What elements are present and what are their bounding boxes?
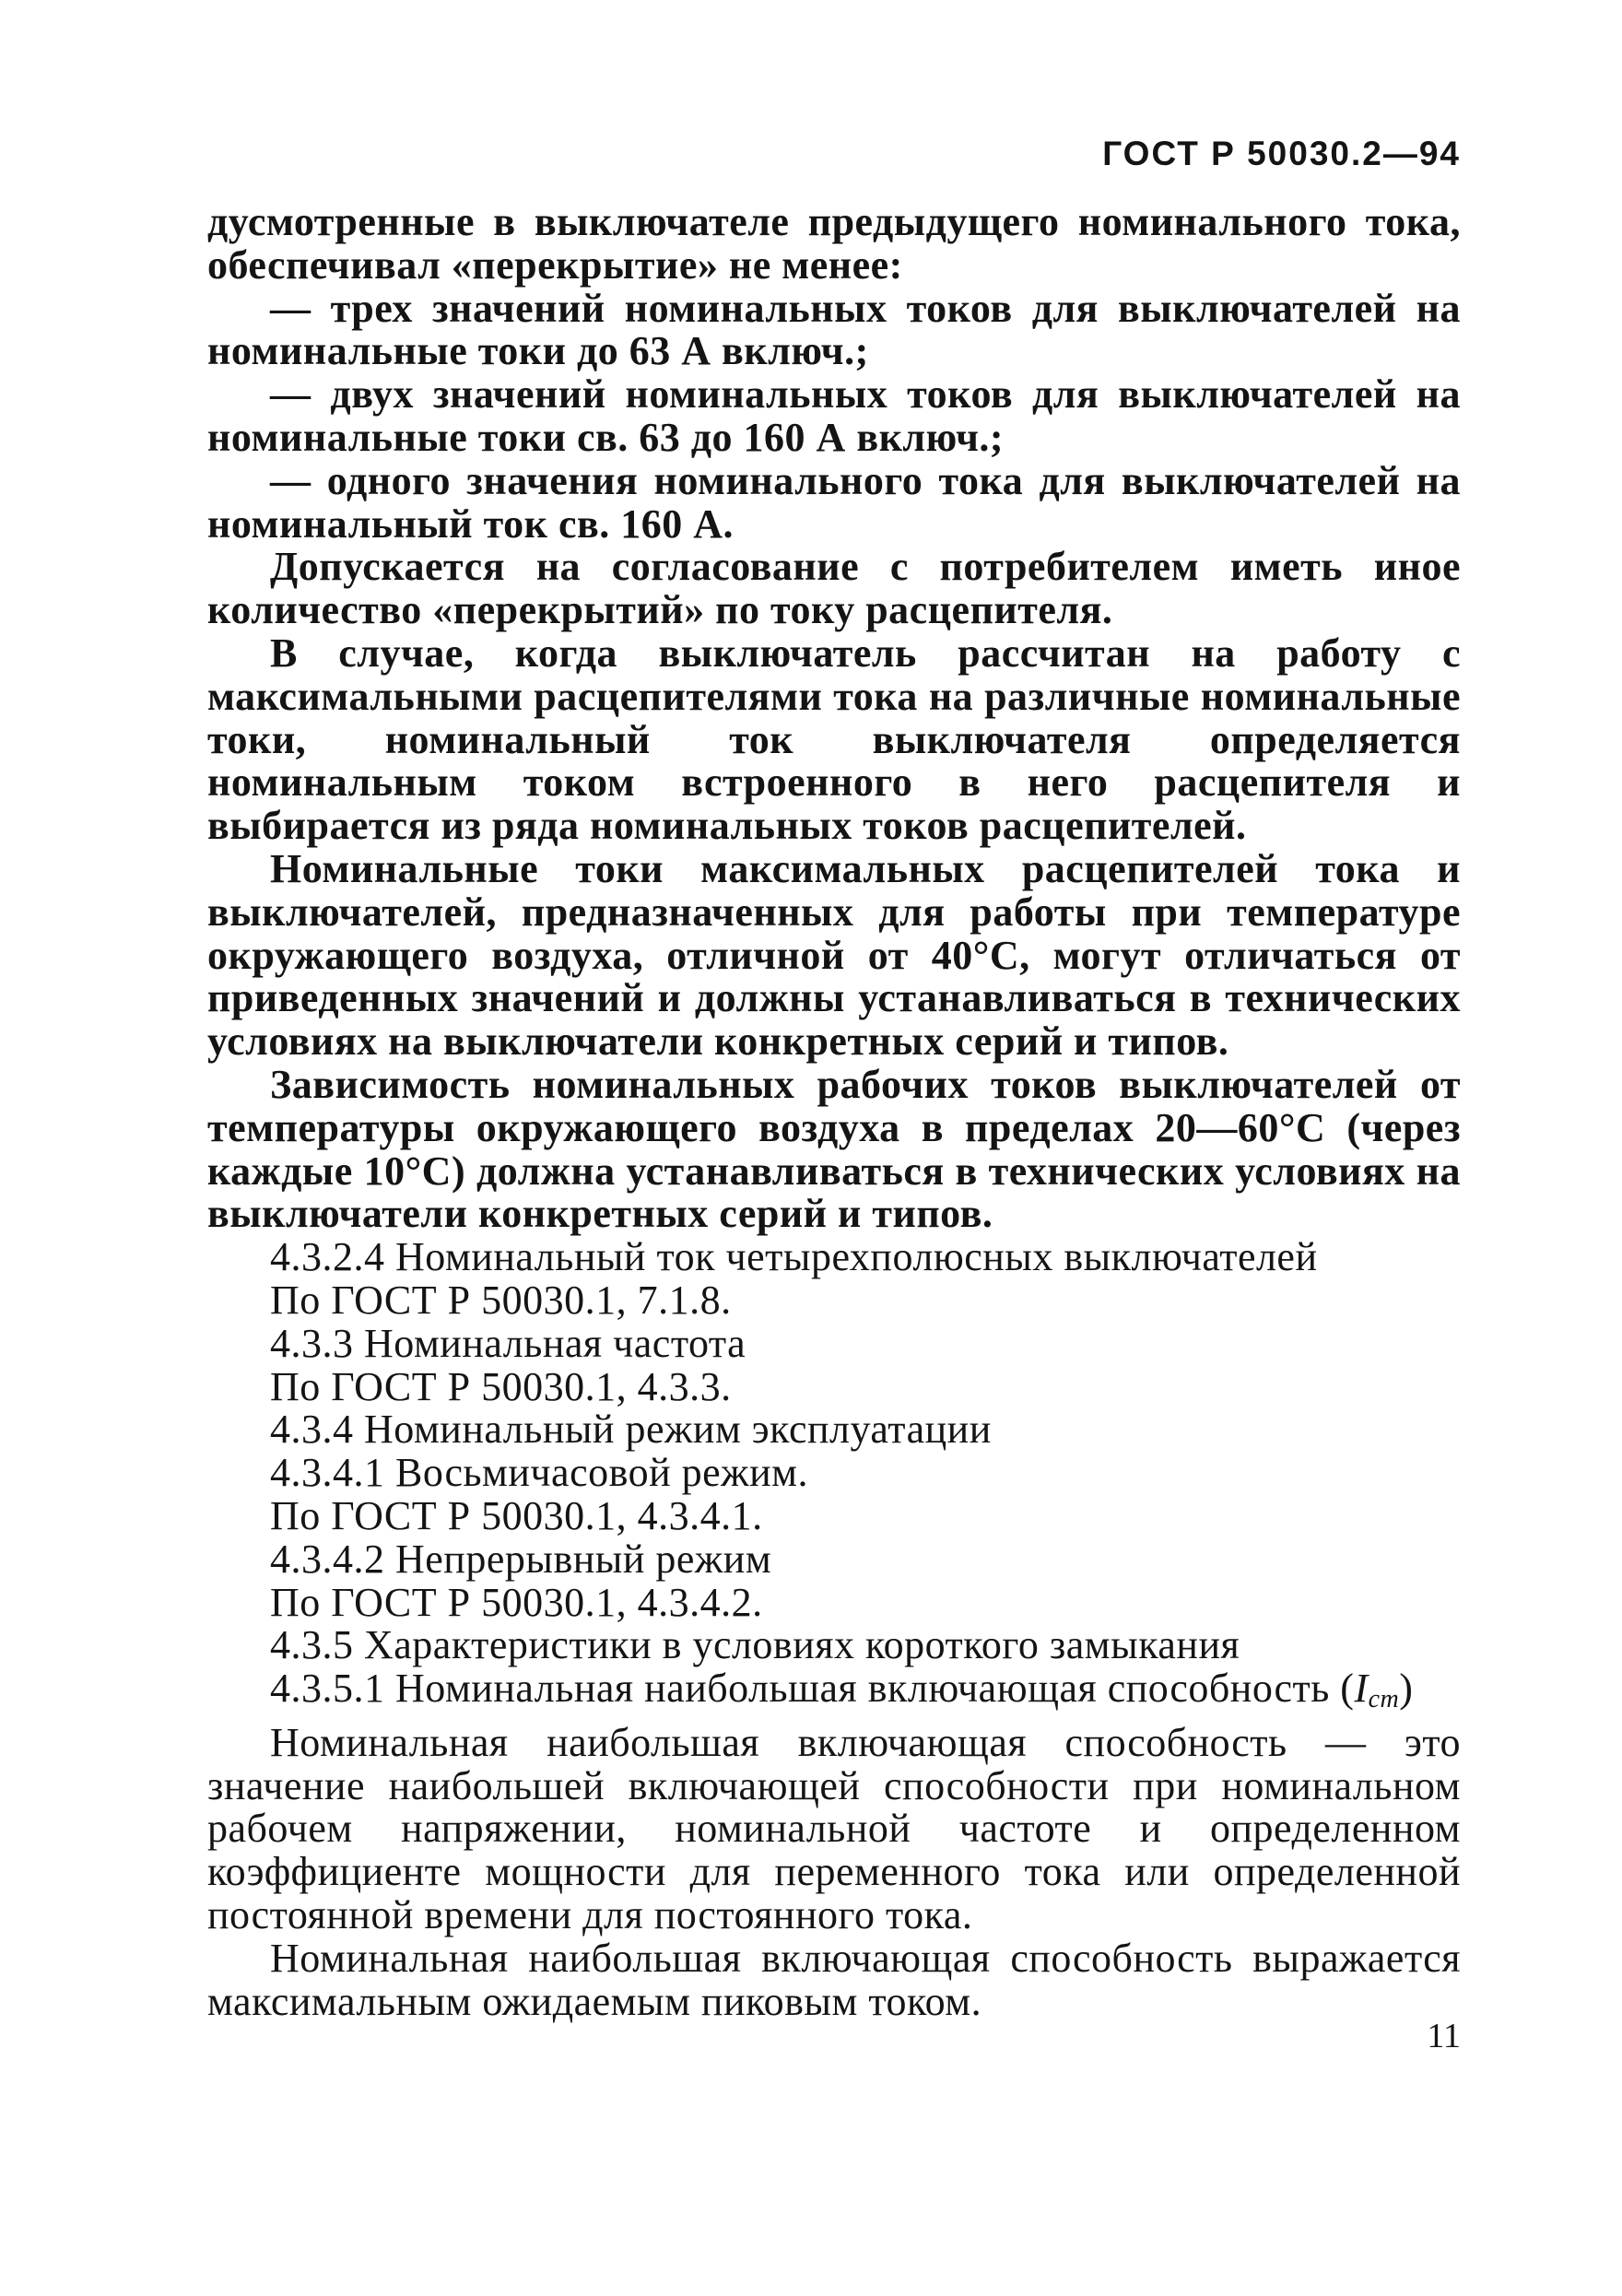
section-4324-reference: По ГОСТ Р 50030.1, 7.1.8.: [270, 1278, 732, 1323]
paragraph-multiple-releases: В случае, когда выключатель рассчитан на работу с максимальными расцепителями тока на различные номинальные токи, номинальный ток выключателя определяется номинальным током встроенного в него расцепителя и выбирается из ряда номинальных токов расцепителей.: [207, 630, 1461, 849]
paragraph-making-capacity-definition: Номинальная наибольшая включающая способность — это значение наибольшей включающей способности при номинальном рабочем напряжении, номинальной частоте и определенном коэффициенте мощности для переменного тока или определенной постоянной времени для постоянного тока.: [207, 1719, 1461, 1938]
section-4342-reference: По ГОСТ Р 50030.1, 4.3.4.2.: [270, 1581, 763, 1625]
list-item-three-values: — трех значений номинальных токов для выключателей на номинальные токи до 63 А включ.;: [207, 285, 1461, 374]
section-4351-heading: [207, 1667, 1461, 1722]
paragraph-making-capacity-expression: Номинальная наибольшая включающая способность выражается максимальным ожидаемым пиковым током.: [207, 1935, 1461, 2024]
paragraph-overlap-agreement: Допускается на согласование с потребителем иметь иное количество «перекрытий» по току расцепителя.: [207, 544, 1461, 633]
section-4351-title: 4.3.5.1 Номинальная наибольшая включающая способность: [270, 1666, 1330, 1712]
section-433-reference: По ГОСТ Р 50030.1, 4.3.3.: [270, 1365, 732, 1409]
section-4341-reference: По ГОСТ Р 50030.1, 4.3.4.1.: [270, 1494, 763, 1538]
list-item-two-values: — двух значений номинальных токов для выключателей на номинальные токи св. 63 до 160 А включ.;: [207, 371, 1461, 460]
standard-header: ГОСТ Р 50030.2—94: [1102, 135, 1461, 172]
paragraph-continuation: дусмотренные в выключателе предыдущего номинального тока, обеспечивал «перекрытие» не менее:: [207, 199, 1461, 288]
bold-text-block: [207, 201, 1461, 1236]
page-number: 11: [1427, 2017, 1461, 2055]
section-4341-heading: 4.3.4.1 Восьмичасовой режим.: [270, 1452, 808, 1495]
page-body: [207, 201, 1461, 2023]
list-item-one-value: — одного значения номинального тока для выключателей на номинальный ток св. 160 А.: [207, 457, 1461, 547]
section-433-heading: 4.3.3 Номинальная частота: [270, 1322, 746, 1366]
section-4342-heading: 4.3.4.2 Непрерывный режим: [270, 1537, 772, 1582]
section-434-heading: 4.3.4 Номинальный режим эксплуатации: [270, 1408, 992, 1453]
section-435-heading: 4.3.5 Характеристики в условиях короткого замыкания: [270, 1624, 1240, 1668]
normal-text-block: [207, 1236, 1461, 2023]
paragraph-temperature-dependence: Зависимость номинальных рабочих токов выключателей от температуры окружающего воздуха в пределах 20—60°С (через каждые 10°С) должна устанавливаться в технических условиях на выключатели конкретных серий и типов.: [207, 1061, 1461, 1237]
section-4324-heading: 4.3.2.4 Номинальный ток четырехполюсных выключателей: [270, 1236, 1318, 1279]
paragraph-temperature-ratings: Номинальные токи максимальных расцепителей тока и выключателей, предназначенных для работы при температуре окружающего воздуха, отличной от 40°С, могут отличаться от приведенных значений и должны устанавливаться в технических условиях на выключатели конкретных серий и типов.: [207, 845, 1461, 1065]
icm-symbol: $(I_{cm})$: [1340, 1666, 1414, 1714]
